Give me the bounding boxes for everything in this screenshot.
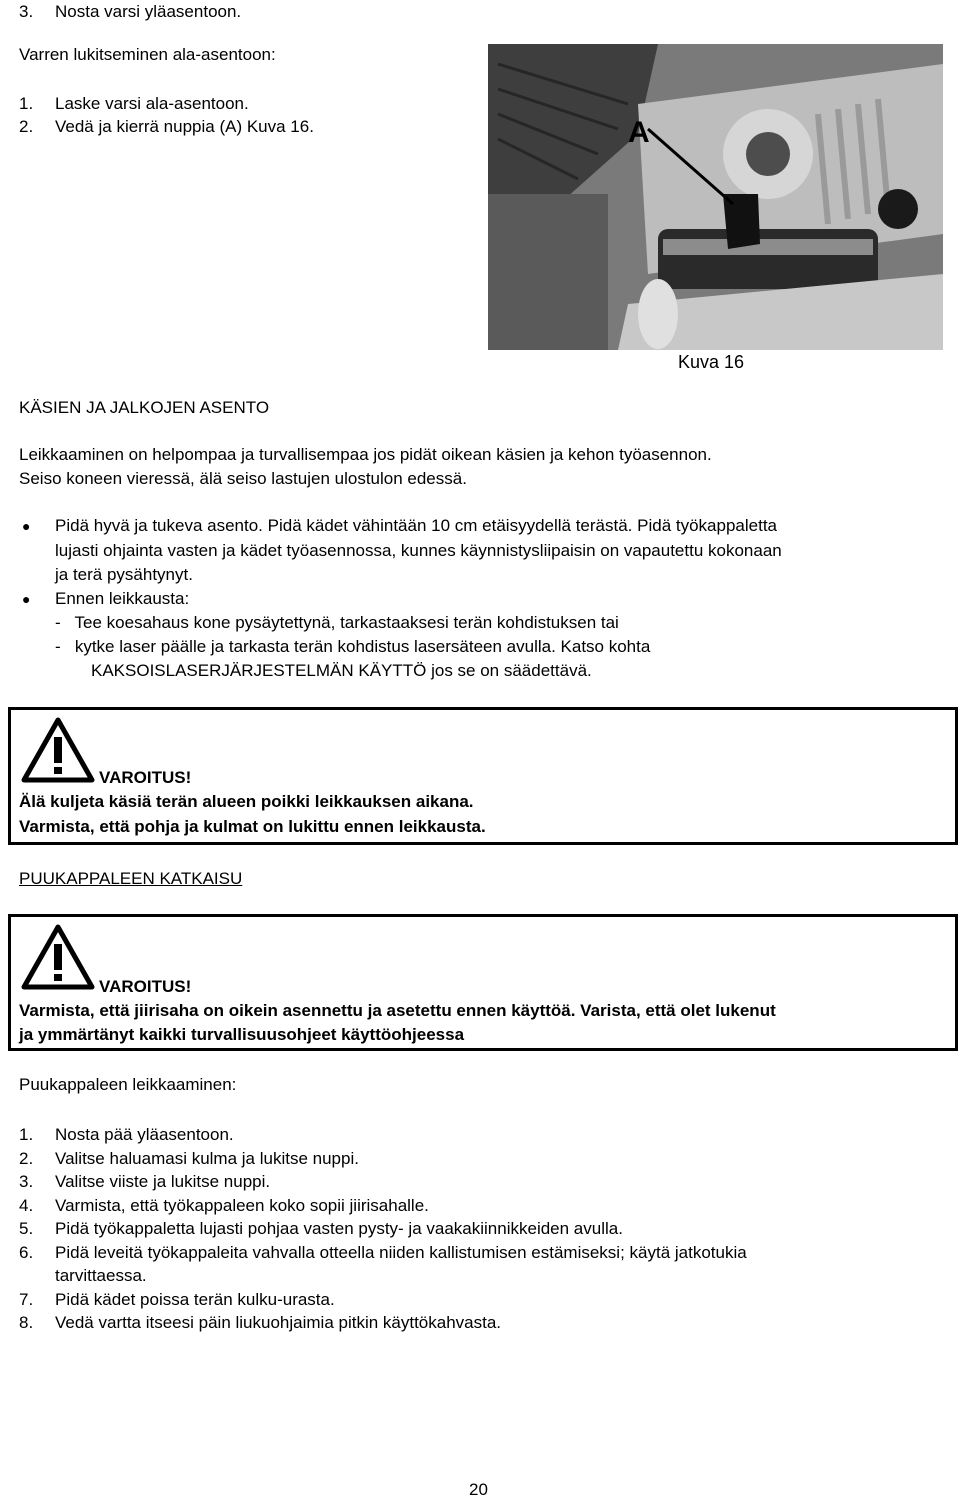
step-text: Vedä vartta itseesi päin liukuohjaimia pitkin käyttökahvasta. (55, 1313, 502, 1332)
bullet-line: Ennen leikkausta: (55, 589, 190, 608)
warning-box (8, 707, 958, 845)
figure-caption: Kuva 16 (678, 352, 745, 372)
warning-line: ja ymmärtänyt kaikki turvallisuusohjeet käyttöohjeessa (19, 1025, 465, 1044)
bullet-line: - Tee koesahaus kone pysäytettynä, tarkastaaksesi terän kohdistuksen tai (55, 613, 619, 632)
step-text: Valitse viiste ja lukitse nuppi. (55, 1172, 271, 1191)
step-number: 2. (19, 117, 34, 136)
warning-title: VAROITUS! (99, 977, 192, 996)
step-text: Varmista, että työkappaleen koko sopii jiirisahalle. (55, 1196, 429, 1215)
step-number: 6. (19, 1243, 34, 1262)
section-heading: KÄSIEN JA JALKOJEN ASENTO (19, 398, 270, 417)
bullet-line: lujasti ohjainta vasten ja kädet työasennossa, kunnes käynnistysliipaisin on vapautettu kokonaan (55, 541, 782, 560)
warning-line: Älä kuljeta käsiä terän alueen poikki leikkauksen aikana. (19, 792, 474, 811)
step-text: Laske varsi ala-asentoon. (55, 94, 249, 113)
bullet-line: - kytke laser päälle ja tarkasta terän kohdistus lasersäteen avulla. Katso kohta (55, 637, 651, 656)
figure-photo (488, 44, 943, 350)
step-number: 3. (19, 1172, 34, 1191)
warning-triangle-icon (21, 924, 95, 990)
step-text: Vedä ja kierrä nuppia (A) Kuva 16. (55, 117, 314, 136)
bullet-icon: ● (22, 591, 31, 607)
lock-heading: Varren lukitseminen ala-asentoon: (19, 45, 276, 64)
step-number: 4. (19, 1196, 34, 1215)
bullet-line: ja terä pysähtynyt. (55, 565, 193, 584)
warning-triangle-icon (21, 717, 95, 783)
paragraph-line: Leikkaaminen on helpompaa ja turvallisempaa jos pidät oikean käsien ja kehon työasennon. (19, 445, 712, 464)
paragraph-line: Seiso koneen vieressä, älä seiso lastujen ulostulon edessä. (19, 469, 467, 488)
step-text: Pidä työkappaletta lujasti pohjaa vasten pysty- ja vaakakiinnikkeiden avulla. (55, 1219, 623, 1238)
list-heading: Puukappaleen leikkaaminen: (19, 1075, 237, 1094)
step-text: Nosta pää yläasentoon. (55, 1125, 234, 1144)
bullet-line: KAKSOISLASERJÄRJESTELMÄN KÄYTTÖ jos se on säädettävä. (91, 661, 592, 680)
step-text: Valitse haluamasi kulma ja lukitse nuppi. (55, 1149, 359, 1168)
step-text: tarvittaessa. (55, 1266, 147, 1285)
step-text: Nosta varsi yläasentoon. (55, 2, 242, 21)
step-number: 3. (19, 2, 34, 21)
step-number: 2. (19, 1149, 34, 1168)
section-heading: PUUKAPPALEEN KATKAISU (19, 869, 243, 888)
bullet-line: Pidä hyvä ja tukeva asento. Pidä kädet vähintään 10 cm etäisyydellä terästä. Pidä työkappaletta (55, 516, 778, 535)
figure-label-a: A (628, 116, 650, 149)
warning-line: Varmista, että jiirisaha on oikein asennettu ja asetettu ennen käyttöä. Varista, että olet lukenut (19, 1001, 776, 1020)
step-text: Pidä leveitä työkappaleita vahvalla otteella niiden kallistumisen estämiseksi; käytä jatkotukia (55, 1243, 747, 1262)
bullet-icon: ● (22, 518, 31, 534)
step-number: 1. (19, 94, 34, 113)
step-text: Pidä kädet poissa terän kulku-urasta. (55, 1290, 335, 1309)
warning-title: VAROITUS! (99, 768, 192, 787)
step-number: 7. (19, 1290, 34, 1309)
warning-line: Varmista, että pohja ja kulmat on lukittu ennen leikkausta. (19, 817, 486, 836)
saw-mechanism-illustration (488, 44, 943, 350)
step-number: 8. (19, 1313, 34, 1332)
step-number: 1. (19, 1125, 34, 1144)
page-number: 20 (469, 1480, 488, 1499)
step-number: 5. (19, 1219, 34, 1238)
warning-box (8, 914, 958, 1051)
